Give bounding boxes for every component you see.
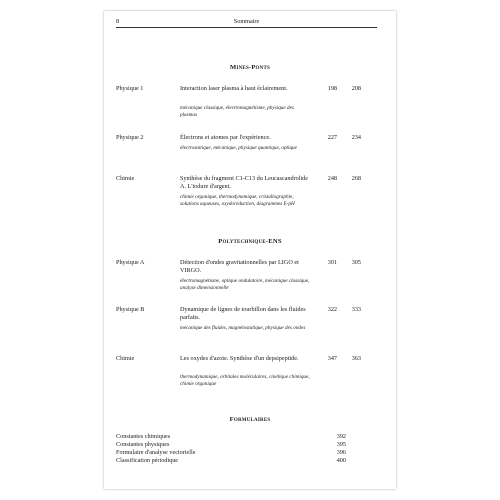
formulaire-item[interactable] <box>116 441 346 449</box>
entry-subject: Physique 1 <box>116 85 144 92</box>
entry-page-start: 322 <box>327 306 337 313</box>
entry-page-end: 234 <box>351 134 361 141</box>
entry-subject: Chimie <box>116 175 135 182</box>
formulaire-page: 392 <box>336 433 346 440</box>
formulaire-item[interactable] <box>116 457 346 465</box>
formulaire-item[interactable] <box>116 449 346 457</box>
document-page <box>104 11 396 489</box>
header-title: Sommaire <box>233 18 260 25</box>
formulaire-label: Classification périodique <box>116 457 179 464</box>
entry-keywords: électromagnétisme, optique ondulatoire, mécanique classique, analyse dimensionnelle <box>180 278 310 291</box>
entry-description: Détection d'ondes gravitationnelles par LIGO et VIRGO. <box>180 259 299 275</box>
formulaire-label: Constantes chimiques <box>116 433 171 440</box>
entry-page-end: 363 <box>351 355 361 362</box>
section-title-formulaires: Formulaires <box>229 416 271 423</box>
entry-keywords: mécanique classique, électromagnétisme, physique des plasmas <box>180 105 294 118</box>
entry-page-start: 198 <box>327 85 337 92</box>
entry-page-start: 301 <box>327 259 337 266</box>
section-title-polytechnique-ens: Polytechnique-ENS <box>218 238 282 245</box>
page-number: 8 <box>116 18 120 25</box>
entry-subject: Physique 2 <box>116 134 144 141</box>
entry-description: Électrons et atomes par l'expérience. <box>180 134 271 141</box>
entry-keywords: électrostatique, mécanique, physique quantique, optique <box>180 145 297 151</box>
entry-description: Les oxydes d'azote. Synthèse d'un depsipeptide. <box>180 355 299 362</box>
entry-subject: Chimie <box>116 355 135 362</box>
formulaire-label: Formulaire d'analyse vectorielle <box>116 449 196 456</box>
running-header <box>116 18 377 28</box>
entry-description: Interaction laser plasma à haut éclairement. <box>180 85 288 92</box>
entry-description: Dynamique de lignes de tourbillon dans les fluides parfaits. <box>180 306 306 322</box>
entry-keywords: chimie organique, thermodynamique, cristallographie, solutions aqueuses, oxydoréduction, diagrammes E-pH <box>180 194 295 207</box>
entry-page-end: 305 <box>351 259 361 266</box>
entry-page-start: 248 <box>327 175 337 182</box>
entry-page-end: 333 <box>351 306 361 313</box>
entry-page-end: 208 <box>351 85 361 92</box>
entry-description: Synthèse du fragment C1-C13 du Leucascandrolide A. L'iodure d'argent. <box>180 175 309 191</box>
entry-page-start: 347 <box>327 355 337 362</box>
entry-page-start: 227 <box>327 134 337 141</box>
entry-subject: Physique B <box>116 306 145 313</box>
formulaire-page: 396 <box>336 449 346 456</box>
entry-page-end: 268 <box>351 175 361 182</box>
entry-keywords: mécanique des fluides, magnétostatique, physique des ondes <box>180 325 306 331</box>
section-title-mines-ponts: Mines-Ponts <box>230 64 270 71</box>
entry-subject: Physique A <box>116 259 145 266</box>
formulaire-item[interactable] <box>116 433 346 441</box>
entry-keywords: thermodynamique, orbitales moléculaires, cinétique chimique, chimie organique <box>180 374 310 387</box>
formulaire-page: 400 <box>336 457 346 464</box>
formulaire-label: Constantes physiques <box>116 441 170 448</box>
formulaire-page: 395 <box>336 441 346 448</box>
